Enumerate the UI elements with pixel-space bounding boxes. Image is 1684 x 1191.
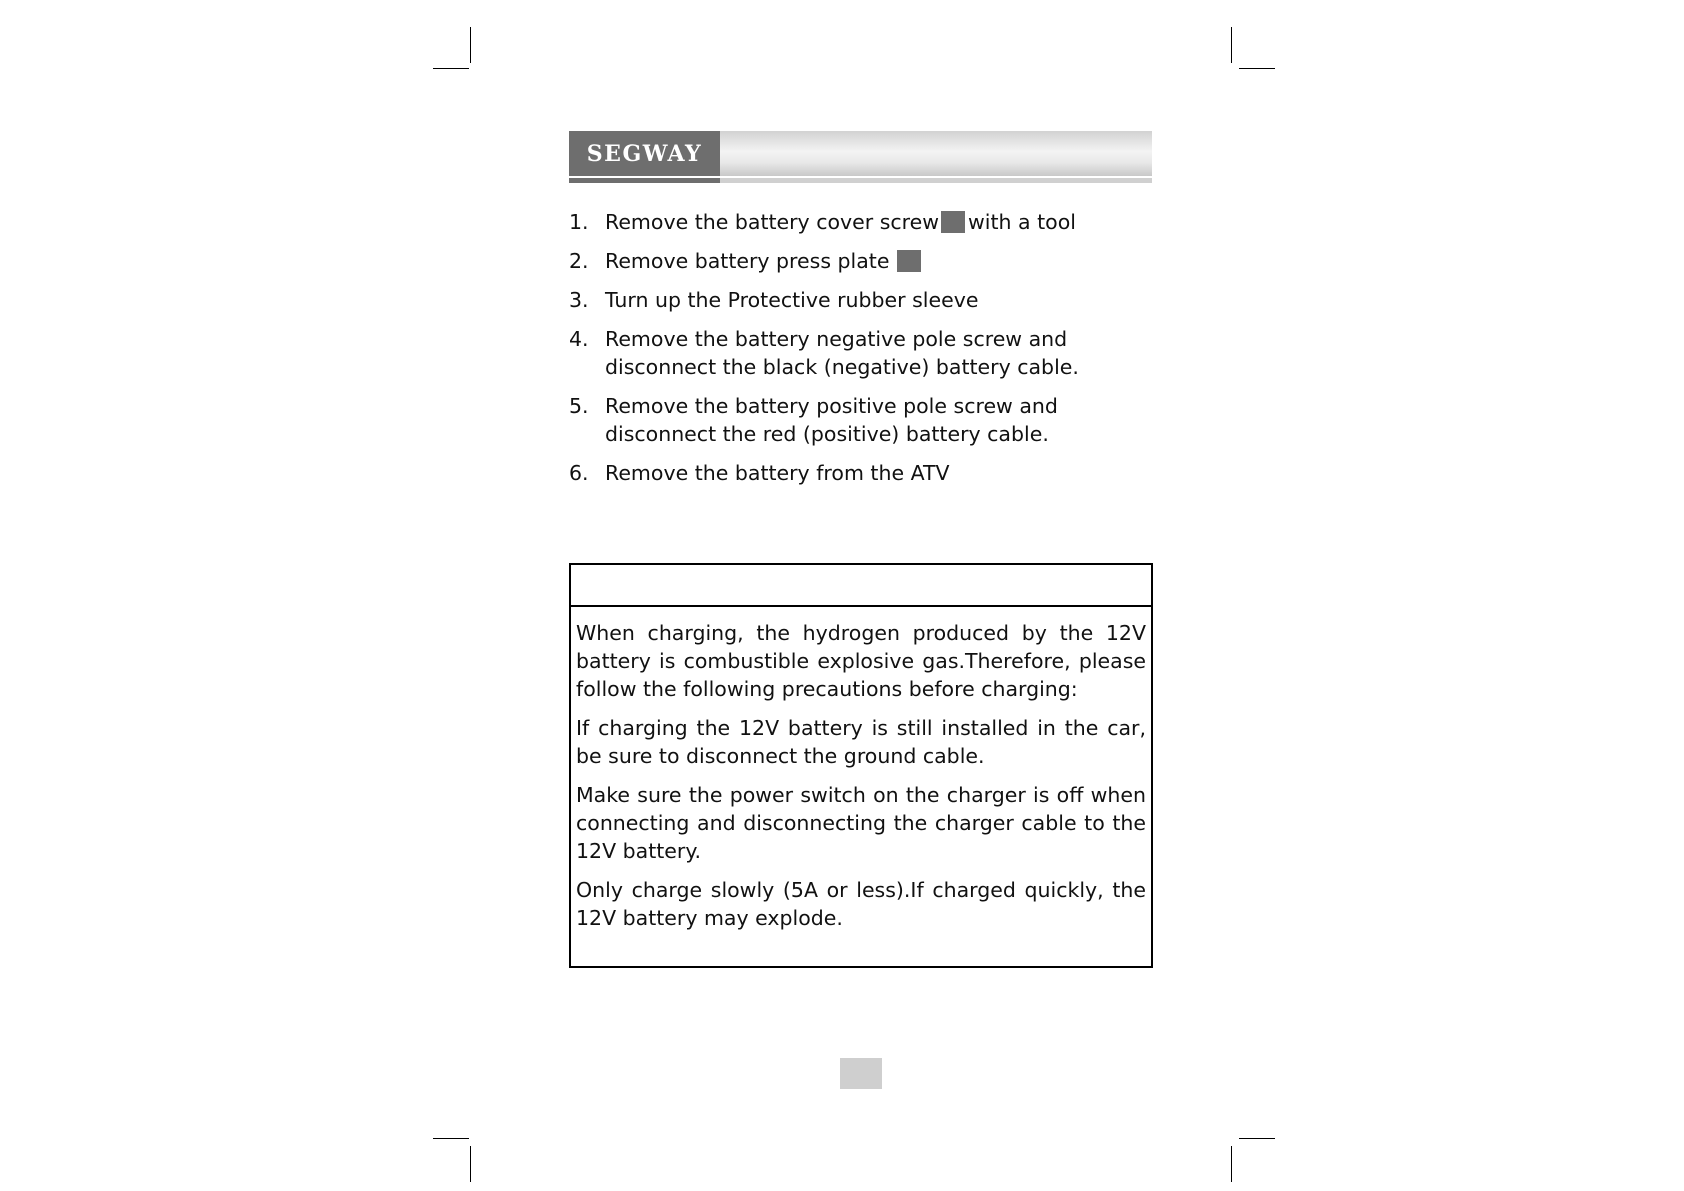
- step-text: Remove the battery positive pole screw and disconnect the red (positive) battery cable.: [605, 394, 1058, 446]
- warning-header: [571, 565, 1151, 607]
- header-gradient-bar: [720, 131, 1152, 176]
- crop-mark-bottom-right-vertical: [1231, 1146, 1232, 1182]
- list-item: [569, 286, 1152, 314]
- list-item: [569, 325, 1152, 381]
- step-number: 4.: [569, 327, 589, 351]
- step-text: Remove battery press plate: [605, 249, 890, 273]
- callout-marker: [897, 250, 921, 272]
- page-header: [569, 131, 1152, 183]
- list-item: [569, 392, 1152, 448]
- crop-mark-bottom-right-horizontal: [1239, 1138, 1275, 1139]
- crop-mark-top-right-vertical: [1231, 27, 1232, 63]
- warning-body: [571, 607, 1151, 932]
- step-number: 3.: [569, 288, 589, 312]
- step-text-after: with a tool: [968, 210, 1076, 234]
- step-number: 1.: [569, 210, 589, 234]
- page-number-box: [840, 1058, 882, 1089]
- brand-logo: [569, 131, 720, 176]
- brand-text: SEGWAY: [586, 140, 703, 167]
- warning-paragraph: Make sure the power switch on the charger is off when connecting and disconnecting the charger cable to the 12V battery.: [576, 783, 1146, 863]
- callout-marker: [941, 211, 965, 233]
- header-underline-dark: [569, 178, 720, 183]
- step-number: 5.: [569, 394, 589, 418]
- warning-paragraph: When charging, the hydrogen produced by the 12V battery is combustible explosive gas.Therefore, please follow the following precautions before charging:: [576, 621, 1146, 701]
- warning-paragraph: If charging the 12V battery is still installed in the car, be sure to disconnect the ground cable.: [576, 716, 1146, 768]
- step-text: Turn up the Protective rubber sleeve: [605, 288, 979, 312]
- step-text: Remove the battery from the ATV: [605, 461, 950, 485]
- steps-list: [569, 208, 1152, 498]
- step-number: 6.: [569, 461, 589, 485]
- step-text: Remove the battery cover screw: [605, 210, 940, 234]
- step-text: Remove the battery negative pole screw and disconnect the black (negative) battery cable.: [605, 327, 1079, 379]
- crop-mark-top-right-horizontal: [1239, 68, 1275, 69]
- crop-mark-bottom-left-horizontal: [433, 1138, 469, 1139]
- list-item: [569, 247, 1152, 275]
- crop-mark-top-left-vertical: [470, 27, 471, 63]
- header-underline-light: [720, 178, 1152, 183]
- warning-box: [569, 563, 1153, 968]
- crop-mark-bottom-left-vertical: [470, 1146, 471, 1182]
- list-item: [569, 208, 1152, 236]
- warning-paragraph: Only charge slowly (5A or less).If charged quickly, the 12V battery may explode.: [576, 878, 1146, 930]
- list-item: [569, 459, 1152, 487]
- crop-mark-top-left-horizontal: [433, 68, 469, 69]
- step-number: 2.: [569, 249, 589, 273]
